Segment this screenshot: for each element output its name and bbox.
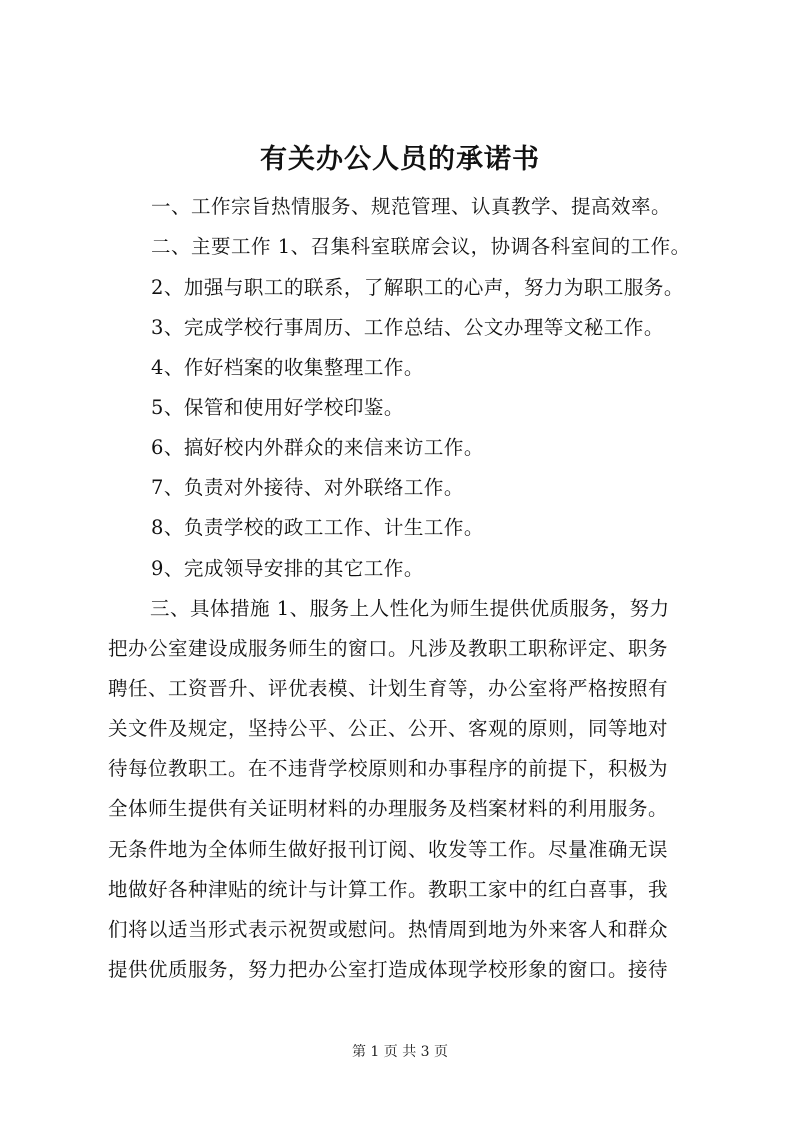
paragraph-line: 待每位教职工。在不违背学校原则和办事程序的前提下，积极为 xyxy=(108,757,669,780)
list-item: 一、工作宗旨热情服务、规范管理、认真教学、提高效率。 xyxy=(151,195,672,218)
list-item: 二、主要工作 1、召集科室联席会议，协调各科室间的工作。 xyxy=(151,235,691,258)
list-item: 2、加强与职工的联系，了解职工的心声，努力为职工服务。 xyxy=(151,276,684,299)
paragraph-line: 关文件及规定，坚持公平、公正、公开、客观的原则，同等地对 xyxy=(108,717,669,740)
list-item: 6、搞好校内外群众的来信来访工作。 xyxy=(151,436,484,459)
paragraph-line: 全体师生提供有关证明材料的办理服务及档案材料的利用服务。 xyxy=(108,797,669,820)
paragraph-line: 聘任、工资晋升、评优表模、计划生育等，办公室将严格按照有 xyxy=(108,677,669,700)
list-item: 8、负责学校的政工工作、计生工作。 xyxy=(151,516,484,539)
list-item: 5、保管和使用好学校印鉴。 xyxy=(151,396,404,419)
paragraph-line: 地做好各种津贴的统计与计算工作。教职工家中的红白喜事，我 xyxy=(108,878,669,901)
page-footer: 第 1 页 共 3 页 xyxy=(351,1044,449,1060)
list-item: 7、负责对外接待、对外联络工作。 xyxy=(151,476,464,499)
list-item: 9、完成领导安排的其它工作。 xyxy=(151,557,424,580)
paragraph-line: 们将以适当形式表示祝贺或慰问。热情周到地为外来客人和群众 xyxy=(108,918,669,941)
paragraph-line: 提供优质服务，努力把办公室打造成体现学校形象的窗口。接待 xyxy=(108,958,669,981)
list-item: 3、完成学校行事周历、工作总结、公文办理等文秘工作。 xyxy=(151,316,664,339)
document-title: 有关办公人员的承诺书 xyxy=(260,144,540,175)
paragraph-line: 无条件地为全体师生做好报刊订阅、收发等工作。尽量准确无误 xyxy=(108,838,669,861)
paragraph-line: 把办公室建设成服务师生的窗口。凡涉及教职工职称评定、职务 xyxy=(108,637,669,660)
list-item: 4、作好档案的收集整理工作。 xyxy=(151,356,424,379)
paragraph-line: 三、具体措施 1、服务上人性化为师生提供优质服务，努力 xyxy=(150,597,670,620)
